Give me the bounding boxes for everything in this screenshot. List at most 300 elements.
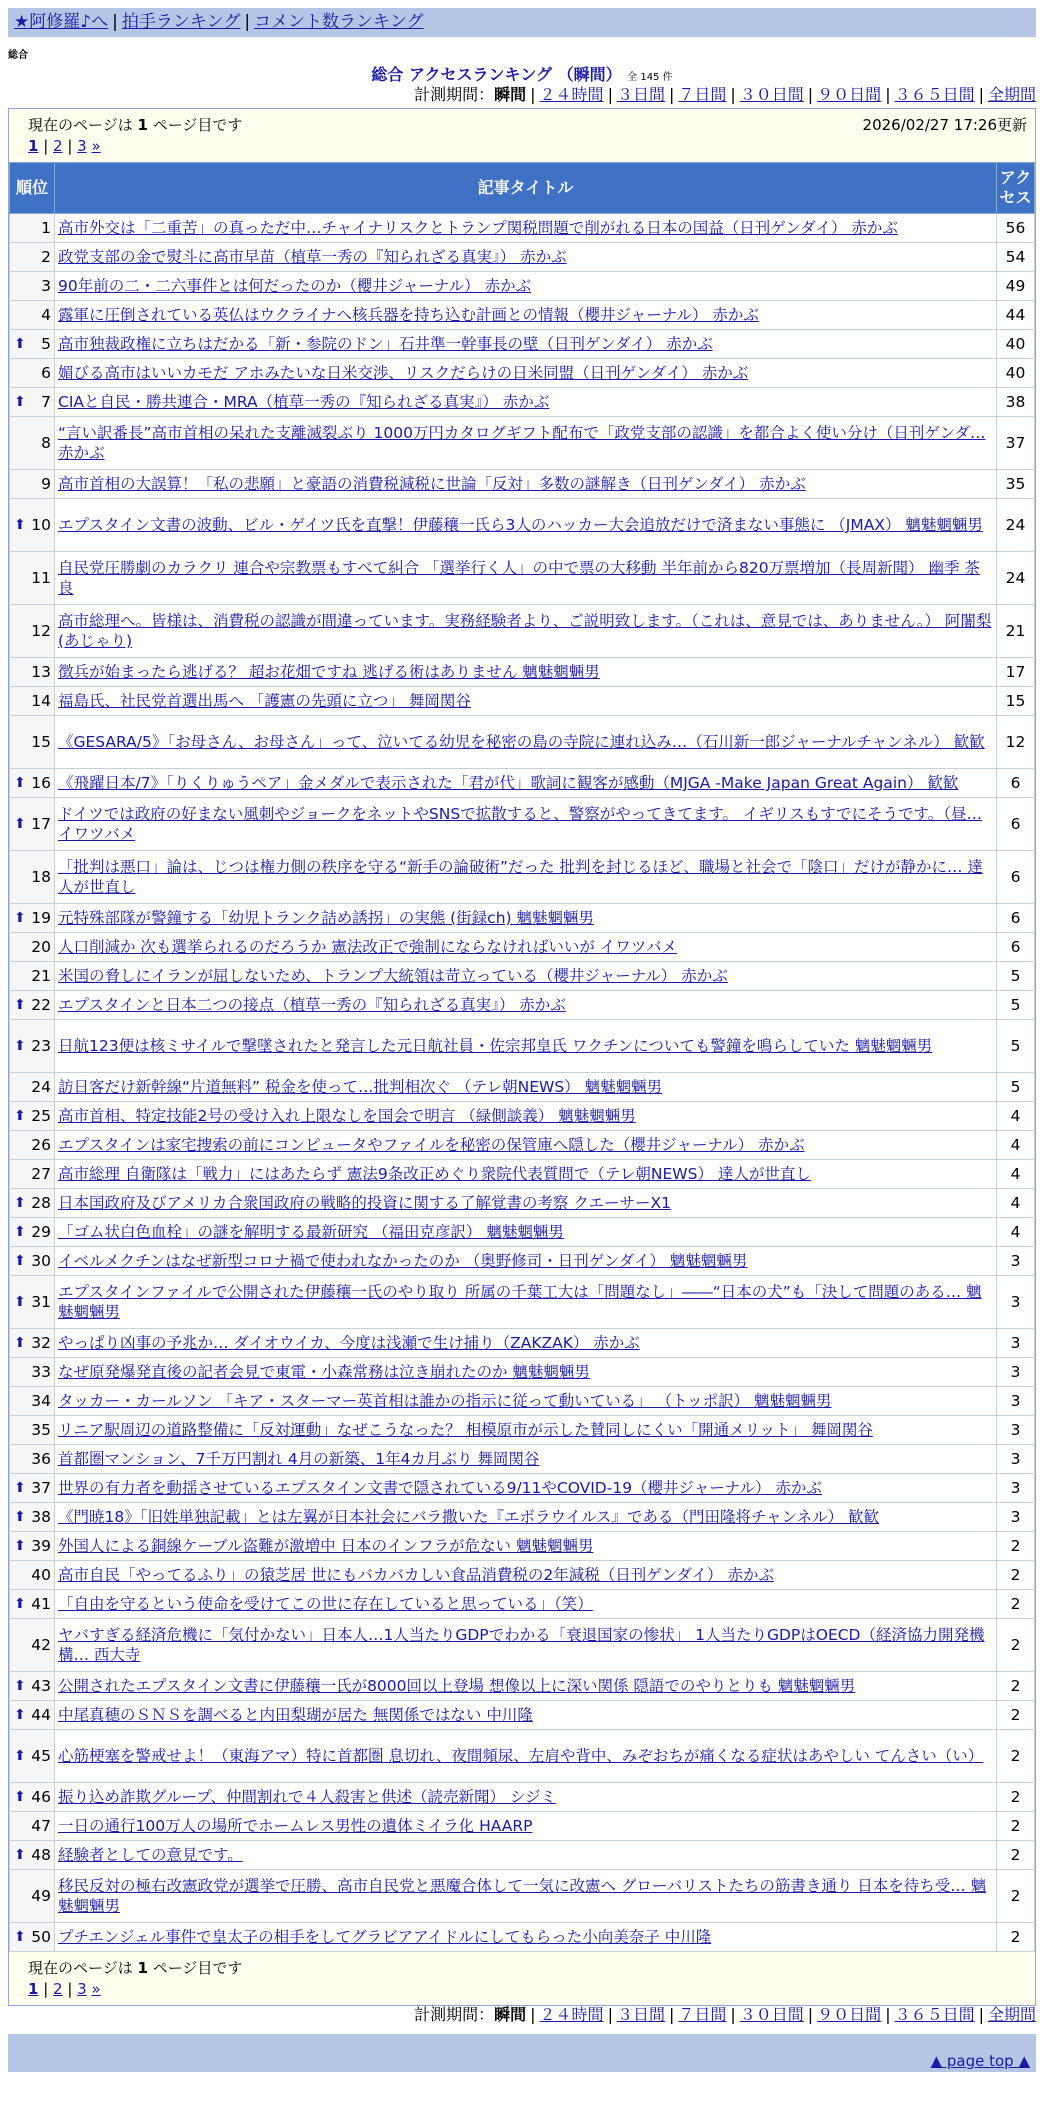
rank-cell xyxy=(10,359,55,388)
page-top-link[interactable]: ▲ page top ▲ xyxy=(930,2052,1030,2070)
access-count: 5 xyxy=(997,1020,1035,1073)
article-link[interactable]: 元特殊部隊が警鐘する「幼児トランク詰め誘拐」の実態 (街録ch) 魑魅魍魎男 xyxy=(58,909,594,927)
table-row xyxy=(10,214,1035,243)
title-cell xyxy=(55,851,997,904)
article-link[interactable]: 人口削減か 次も選挙られるのだろうか 憲法改正で強制にならなければいいが イワツバメ xyxy=(58,938,677,956)
article-link[interactable]: 高市総理 自衛隊は「戦力」にはあたらず 憲法9条改正めぐり衆院代表質問で（テレ朝NEWS） 達人が世直し xyxy=(58,1165,811,1183)
period-link[interactable]: ９０日間 xyxy=(817,85,882,104)
table-row xyxy=(10,272,1035,301)
rank-cell xyxy=(10,1783,55,1812)
rank-up-icon: ⬆ xyxy=(14,1678,26,1694)
rank-up-icon: ⬆ xyxy=(14,1195,26,1211)
rank-cell xyxy=(10,687,55,716)
access-count: 40 xyxy=(997,359,1035,388)
article-link[interactable]: ヤバすぎる経済危機に「気付かない」日本人…1人当たりGDPでわかる「衰退国家の惨状」 1人当たりGDPはOECD（経済協力開発機構… 西大寺 xyxy=(58,1626,985,1664)
rank-number: 39 xyxy=(31,1537,51,1555)
article-link[interactable]: 一日の通行100万人の場所でホームレス男性の遺体ミイラ化 HAARP xyxy=(58,1817,533,1835)
access-count: 2 xyxy=(997,1701,1035,1730)
table-row xyxy=(10,769,1035,798)
title-cell xyxy=(55,1247,997,1276)
article-link[interactable]: エプスタインと日本二つの接点（植草一秀の『知られざる真実』） 赤かぶ xyxy=(58,996,566,1014)
rank-number: 11 xyxy=(31,569,51,587)
title-cell xyxy=(55,1276,997,1329)
rank-cell xyxy=(10,1329,55,1358)
page-link-current[interactable]: 1 xyxy=(28,1980,39,1998)
rank-up-icon: ⬆ xyxy=(14,816,26,832)
article-link[interactable]: 高市首相、特定技能2号の受け入れ上限なしを国会で明言 （緑側談義） 魑魅魍魎男 xyxy=(58,1107,636,1125)
rank-number: 47 xyxy=(31,1817,51,1835)
rank-number: 24 xyxy=(31,1078,51,1096)
table-row xyxy=(10,301,1035,330)
rank-cell xyxy=(10,1730,55,1783)
period-link[interactable]: ３０日間 xyxy=(739,85,804,104)
period-selector-bottom xyxy=(414,2004,1036,2026)
rank-up-icon: ⬆ xyxy=(14,1538,26,1554)
period-link[interactable]: ３日間 xyxy=(616,2005,665,2024)
article-link[interactable]: 外国人による銅線ケーブル盗難が激増中 日本のインフラが危ない 魑魅魍魎男 xyxy=(58,1537,594,1555)
access-count: 6 xyxy=(997,769,1035,798)
title-cell xyxy=(55,904,997,933)
next-page-link[interactable]: » xyxy=(91,1980,101,1998)
access-count: 4 xyxy=(997,1131,1035,1160)
article-link[interactable]: イベルメクチンはなぜ新型コロナ禍で使われなかったのか （奥野修司・日刊ゲンダイ） 魑魅魍魎男 xyxy=(58,1252,748,1270)
article-link[interactable]: 徴兵が始まったら逃げる？ 超お花畑ですね 逃げる術はありません 魑魅魍魎男 xyxy=(58,663,600,681)
table-row xyxy=(10,851,1035,904)
article-link[interactable]: 《GESARA/5》「お母さん、お母さん」って、泣いてる幼児を秘密の島の寺院に連れ込み…（石川新一郎ジャーナルチャンネル） 歓歓 xyxy=(58,733,985,751)
rank-up-icon: ⬆ xyxy=(14,1253,26,1269)
period-link[interactable]: ２４時間 xyxy=(539,2005,604,2024)
table-row xyxy=(10,1870,1035,1923)
access-count: 4 xyxy=(997,1218,1035,1247)
page-info-bar-bottom xyxy=(9,1952,1035,2005)
period-separator: | xyxy=(668,2005,675,2024)
table-row xyxy=(10,1812,1035,1841)
table-row xyxy=(10,359,1035,388)
article-link[interactable]: やっぱり凶事の予兆か… ダイオウイカ、今度は浅瀬で生け捕り（ZAKZAK） 赤かぶ xyxy=(58,1334,640,1352)
access-count: 15 xyxy=(997,687,1035,716)
access-count: 2 xyxy=(997,1561,1035,1590)
rank-up-icon: ⬆ xyxy=(14,997,26,1013)
period-label: 計測期間： xyxy=(414,85,495,104)
period-link[interactable]: ３０日間 xyxy=(739,2005,804,2024)
title-cell xyxy=(55,1445,997,1474)
table-row xyxy=(10,658,1035,687)
rank-number: 14 xyxy=(31,692,51,710)
title-cell xyxy=(55,1503,997,1532)
article-link[interactable]: “言い訳番長”高市首相の呆れた支離滅裂ぶり 1000万円カタログギフト配布で「政党支部の認識」を都合よく使い分け（日刊ゲンダ… 赤かぶ xyxy=(58,424,986,462)
access-count: 3 xyxy=(997,1358,1035,1387)
access-count: 38 xyxy=(997,388,1035,417)
article-link[interactable]: 移民反対の極右改憲政党が選挙で圧勝、高市自民党と悪魔合体して一気に改憲へ グローバリストたちの筋書き通り 日本を待ち受… 魑魅魍魎男 xyxy=(58,1877,987,1915)
ranking-box xyxy=(8,108,1036,2006)
rank-up-icon: ⬆ xyxy=(14,1038,26,1054)
rank-cell xyxy=(10,1474,55,1503)
rank-number: 5 xyxy=(41,335,51,353)
table-row xyxy=(10,904,1035,933)
access-count: 12 xyxy=(997,716,1035,769)
table-row xyxy=(10,330,1035,359)
article-link[interactable]: 世界の有力者を動揺させているエプスタイン文書で隠されている9/11やCOVID-19（櫻井ジャーナル） 赤かぶ xyxy=(58,1479,822,1497)
title-cell xyxy=(55,933,997,962)
title-cell xyxy=(55,1672,997,1701)
article-link[interactable]: ドイツでは政府の好まない風刺やジョークをネットやSNSで拡散すると、警察がやってきてます。 イギリスもすでにそうです。（昼… イワツバメ xyxy=(58,805,983,843)
table-row xyxy=(10,499,1035,552)
rank-cell xyxy=(10,605,55,658)
period-selector-top xyxy=(414,84,1036,106)
rank-number: 48 xyxy=(31,1846,51,1864)
period-link[interactable]: ２４時間 xyxy=(539,85,604,104)
rank-number: 18 xyxy=(31,868,51,886)
pagination-bottom xyxy=(28,1980,101,1998)
period-link[interactable]: ７日間 xyxy=(678,85,727,104)
access-count: 4 xyxy=(997,1189,1035,1218)
access-count: 21 xyxy=(997,605,1035,658)
access-count: 3 xyxy=(997,1329,1035,1358)
access-count: 6 xyxy=(997,798,1035,851)
access-count: 4 xyxy=(997,1160,1035,1189)
article-link[interactable]: プチエンジェル事件で皇太子の相手をしてグラビアアイドルにしてもらった小向美奈子 中川隆 xyxy=(58,1928,712,1946)
rank-number: 2 xyxy=(41,248,51,266)
article-link[interactable]: エプスタインは家宅捜索の前にコンピュータやファイルを秘密の保管庫へ隠した（櫻井ジャーナル） 赤かぶ xyxy=(58,1136,805,1154)
title-cell xyxy=(55,1102,997,1131)
access-count: 3 xyxy=(997,1416,1035,1445)
rank-number: 50 xyxy=(31,1928,51,1946)
table-row xyxy=(10,1672,1035,1701)
access-count: 37 xyxy=(997,417,1035,470)
table-row xyxy=(10,1730,1035,1783)
title-cell xyxy=(55,552,997,605)
rank-cell xyxy=(10,1247,55,1276)
table-row xyxy=(10,470,1035,499)
rank-number: 10 xyxy=(31,516,51,534)
article-link[interactable]: 「自由を守るという使命を受けてこの世に存在していると思っている」（笑） xyxy=(58,1595,593,1613)
pagination-top xyxy=(28,137,101,155)
article-link[interactable]: 《門暁18》「旧姓単独記載」とは左翼が日本社会にバラ撒いた『エボラウイルス』である（門田隆将チャンネル） 歓歓 xyxy=(58,1508,880,1526)
title-cell xyxy=(55,417,997,470)
article-link[interactable]: 日航123便は核ミサイルで撃墜されたと発言した元日航社員・佐宗邦皇氏 ワクチンについても警鐘を鳴らしていた 魑魅魍魎男 xyxy=(58,1037,933,1055)
rank-number: 34 xyxy=(31,1392,51,1410)
rank-up-icon: ⬆ xyxy=(14,1335,26,1351)
rank-cell xyxy=(10,214,55,243)
title-cell xyxy=(55,1160,997,1189)
page-link[interactable]: 2 xyxy=(53,1980,63,1998)
rank-cell xyxy=(10,301,55,330)
rank-number: 15 xyxy=(31,733,51,751)
article-link[interactable]: 《飛躍日本/7》「りくりゅうペア」金メダルで表示された「君が代」歌詞に観客が感動（MJGA -Make Japan Great Again） 歓歓 xyxy=(58,774,959,792)
table-row xyxy=(10,388,1035,417)
article-link[interactable]: 公開されたエプスタイン文書に伊藤穰一氏が8000回以上登場 想像以上に深い関係 隠語でのやりとりも 魑魅魍魎男 xyxy=(58,1677,856,1695)
rank-cell xyxy=(10,1189,55,1218)
table-row xyxy=(10,1073,1035,1102)
clap-ranking-link[interactable]: 拍手ランキング xyxy=(121,12,241,32)
rank-number: 9 xyxy=(41,475,51,493)
rank-number: 45 xyxy=(31,1747,51,1765)
period-separator: | xyxy=(530,2005,536,2024)
title-cell xyxy=(55,687,997,716)
page-link[interactable]: 3 xyxy=(77,1980,87,1998)
rank-up-icon: ⬆ xyxy=(14,1596,26,1612)
rank-cell xyxy=(10,904,55,933)
rank-cell xyxy=(10,658,55,687)
access-count: 3 xyxy=(997,1387,1035,1416)
title-cell xyxy=(55,1619,997,1672)
period-link[interactable]: ３６５日間 xyxy=(894,2005,975,2024)
rank-number: 28 xyxy=(31,1194,51,1212)
rank-number: 25 xyxy=(31,1107,51,1125)
rank-number: 38 xyxy=(31,1508,51,1526)
table-row xyxy=(10,1387,1035,1416)
rank-number: 27 xyxy=(31,1165,51,1183)
top-nav-bar xyxy=(8,8,1036,37)
article-link[interactable]: エプスタインファイルで公開された伊藤穰一氏のやり取り 所属の千葉工大は「問題なし」――“日本の犬”も「決して問題のある… 魑魅魍魎男 xyxy=(58,1283,982,1321)
access-count: 49 xyxy=(997,272,1035,301)
title-cell xyxy=(55,301,997,330)
rank-number: 36 xyxy=(31,1450,51,1468)
rank-cell xyxy=(10,272,55,301)
rank-cell xyxy=(10,716,55,769)
page-link-current[interactable]: 1 xyxy=(28,137,39,155)
access-count: 3 xyxy=(997,1276,1035,1329)
nav-separator: | xyxy=(244,12,251,32)
rank-number: 3 xyxy=(41,277,51,295)
article-link[interactable]: 米国の脅しにイランが屈しないため、トランプ大統領は苛立っている（櫻井ジャーナル） 赤かぶ xyxy=(58,967,728,985)
rank-number: 13 xyxy=(31,663,51,681)
rank-number: 22 xyxy=(31,996,51,1014)
table-row xyxy=(10,962,1035,991)
table-row xyxy=(10,716,1035,769)
table-row xyxy=(10,798,1035,851)
title-cell xyxy=(55,716,997,769)
access-count: 2 xyxy=(997,1783,1035,1812)
table-row xyxy=(10,1561,1035,1590)
table-row xyxy=(10,1020,1035,1073)
rank-number: 37 xyxy=(31,1479,51,1497)
table-row xyxy=(10,1532,1035,1561)
rank-cell xyxy=(10,1387,55,1416)
access-count: 2 xyxy=(997,1841,1035,1870)
rank-up-icon: ⬆ xyxy=(14,1748,26,1764)
table-row xyxy=(10,933,1035,962)
rank-cell xyxy=(10,1590,55,1619)
page-separator: | xyxy=(62,137,78,155)
article-link[interactable]: 訪日客だけ新幹線“片道無料” 税金を使って…批判相次ぐ （テレ朝NEWS） 魑魅魍魎男 xyxy=(58,1078,663,1096)
page-separator: | xyxy=(62,1980,78,1998)
rank-number: 17 xyxy=(31,815,51,833)
rank-cell xyxy=(10,1073,55,1102)
period-link[interactable]: ７日間 xyxy=(678,2005,727,2024)
rank-up-icon: ⬆ xyxy=(14,1509,26,1525)
page-info: 現在のページは 1 ページ目です xyxy=(28,1959,243,1977)
ranking-title: 総合 アクセスランキング （瞬間） xyxy=(371,65,622,84)
period-current: 瞬間 xyxy=(494,2005,527,2024)
article-link[interactable]: 首都圏マンション、7千万円割れ 4月の新築、1年4カ月ぶり 舞岡関谷 xyxy=(58,1450,540,1468)
rank-cell xyxy=(10,798,55,851)
title-cell xyxy=(55,1590,997,1619)
article-link[interactable]: 高市外交は「二重苦」の真っただ中…チャイナリスクとトランプ関税問題で削がれる日本の国益（日刊ゲンダイ） 赤かぶ xyxy=(58,219,898,237)
article-link[interactable]: 政党支部の金で熨斗に高市早苗（植草一秀の『知られざる真実』） 赤かぶ xyxy=(58,248,567,266)
table-row xyxy=(10,1218,1035,1247)
article-link[interactable]: 媚びる高市はいいカモだ アホみたいな日米交渉、リスクだらけの日米同盟（日刊ゲンダイ） 赤かぶ xyxy=(58,364,749,382)
access-header: アクセス xyxy=(997,163,1035,214)
access-count: 2 xyxy=(997,1812,1035,1841)
table-row xyxy=(10,1783,1035,1812)
period-link[interactable]: ３６５日間 xyxy=(894,85,975,104)
article-link[interactable]: 経験者としての意見です。 xyxy=(58,1846,243,1864)
access-count: 2 xyxy=(997,1619,1035,1672)
table-header xyxy=(10,163,1035,214)
title-cell xyxy=(55,1783,997,1812)
access-count: 6 xyxy=(997,851,1035,904)
title-cell xyxy=(55,1131,997,1160)
rank-up-icon: ⬆ xyxy=(14,1847,26,1863)
rank-up-icon: ⬆ xyxy=(14,1789,26,1805)
title-cell xyxy=(55,1701,997,1730)
period-link[interactable]: ９０日間 xyxy=(817,2005,882,2024)
updated-timestamp: 2026/02/27 17:26更新 xyxy=(862,116,1027,134)
article-link[interactable]: 日本国政府及びアメリカ合衆国政府の戦略的投資に関する了解覚書の考察 クエーサーX1 xyxy=(58,1194,672,1212)
home-link[interactable]: ★阿修羅♪へ xyxy=(14,12,109,32)
article-link[interactable]: 福島氏、社民党首選出馬へ 「護憲の先頭に立つ」 舞岡関谷 xyxy=(58,692,471,710)
article-link[interactable]: 高市総理へ。皆様は、消費税の認識が間違っています。実務経験者より、ご説明致します。（これは、意見では、ありません。） 阿闍梨(あじゃり) xyxy=(58,612,992,650)
rank-cell xyxy=(10,1619,55,1672)
nav-separator: | xyxy=(112,12,118,32)
rank-number: 16 xyxy=(31,774,51,792)
rank-number: 7 xyxy=(41,393,51,411)
rank-cell xyxy=(10,470,55,499)
rank-cell xyxy=(10,1672,55,1701)
access-count: 44 xyxy=(997,301,1035,330)
period-separator: | xyxy=(807,2005,814,2024)
article-link[interactable]: 「ゴム状白色血栓」の謎を解明する最新研究 （福田克彦訳） 魑魅魍魎男 xyxy=(58,1223,564,1241)
period-separator: | xyxy=(885,2005,891,2024)
table-row xyxy=(10,1474,1035,1503)
rank-cell xyxy=(10,388,55,417)
rank-number: 8 xyxy=(41,434,51,452)
access-count: 4 xyxy=(997,1102,1035,1131)
article-link[interactable]: なぜ原発爆発直後の記者会見で東電・小森常務は泣き崩れたのか 魑魅魍魎男 xyxy=(58,1363,590,1381)
next-page-link[interactable]: » xyxy=(91,137,101,155)
rank-header: 順位 xyxy=(10,163,55,214)
rank-number: 40 xyxy=(31,1566,51,1584)
rank-cell xyxy=(10,962,55,991)
page-link[interactable]: 2 xyxy=(53,137,63,155)
title-cell xyxy=(55,1532,997,1561)
rank-up-icon: ⬆ xyxy=(14,1108,26,1124)
rank-up-icon: ⬆ xyxy=(14,910,26,926)
rank-number: 4 xyxy=(41,306,51,324)
rank-cell xyxy=(10,499,55,552)
access-count: 35 xyxy=(997,470,1035,499)
article-link[interactable]: 心筋梗塞を警戒せよ！（東海アマ）特に首都圏 息切れ、夜間頻尿、左肩や背中、みぞおちが痛くなる症状はあやしい てんさい（い） xyxy=(58,1747,984,1765)
period-link[interactable]: 全期間 xyxy=(987,85,1036,104)
rank-cell xyxy=(10,1561,55,1590)
article-link[interactable]: 「批判は悪口」論は、じつは権力側の秩序を守る“新手の論破術”だった 批判を封じるほど、職場と社会で「陰口」だけが静かに… 達人が世直し xyxy=(58,858,983,896)
title-cell xyxy=(55,1329,997,1358)
article-link[interactable]: 露軍に圧倒されている英仏はウクライナへ核兵器を持ち込む計画との情報（櫻井ジャーナル） 赤かぶ xyxy=(58,306,759,324)
rank-up-icon: ⬆ xyxy=(14,1707,26,1723)
article-link[interactable]: 自民党圧勝劇のカラクリ 連合や宗教票もすべて糾合 「選挙行く人」の中で票の大移動 半年前から820万票増加（長周新聞） 幽季 茶良 xyxy=(58,559,980,597)
article-link[interactable]: エプスタイン文書の波動、ビル・ゲイツ氏を直撃！伊藤穰一氏ら3人のハッカー大会追放だけで済まない事態に （JMAX） 魑魅魍魎男 xyxy=(58,516,983,534)
title-cell xyxy=(55,214,997,243)
category-label: 総合 xyxy=(8,50,28,61)
rank-number: 31 xyxy=(31,1293,51,1311)
table-row xyxy=(10,552,1035,605)
period-current: 瞬間 xyxy=(494,85,527,104)
period-link[interactable]: 全期間 xyxy=(987,2005,1036,2024)
rank-cell xyxy=(10,1503,55,1532)
rank-up-icon: ⬆ xyxy=(14,517,26,533)
article-link[interactable]: 高市自民「やってるふり」の猿芝居 世にもバカバカしい食品消費税の2年減税（日刊ゲンダイ） 赤かぶ xyxy=(58,1566,774,1584)
title-cell xyxy=(55,359,997,388)
table-row xyxy=(10,687,1035,716)
rank-cell xyxy=(10,1102,55,1131)
rank-cell xyxy=(10,1532,55,1561)
access-count: 5 xyxy=(997,1073,1035,1102)
table-row xyxy=(10,991,1035,1020)
table-row xyxy=(10,243,1035,272)
rank-number: 30 xyxy=(31,1252,51,1270)
rank-cell xyxy=(10,1812,55,1841)
article-link[interactable]: リニア駅周辺の道路整備に「反対運動」なぜこうなった？ 相模原市が示した賛同しにくい「開通メリット」 舞岡関谷 xyxy=(58,1421,873,1439)
rank-number: 19 xyxy=(31,909,51,927)
title-cell xyxy=(55,1189,997,1218)
table-row xyxy=(10,417,1035,470)
table-row xyxy=(10,605,1035,658)
period-separator: | xyxy=(730,2005,736,2024)
page-link[interactable]: 3 xyxy=(77,137,87,155)
article-link[interactable]: 高市独裁政権に立ちはだかる「新・参院のドン」石井準一幹事長の壁（日刊ゲンダイ） 赤かぶ xyxy=(58,335,713,353)
article-link[interactable]: タッカー・カールソン 「キア・スターマー英首相は誰かの指示に従って動いている」 （トッポ訳） 魑魅魍魎男 xyxy=(58,1392,832,1410)
period-separator: | xyxy=(607,2005,613,2024)
rank-up-icon: ⬆ xyxy=(14,336,26,352)
rank-cell xyxy=(10,1870,55,1923)
title-cell xyxy=(55,1841,997,1870)
access-count: 6 xyxy=(997,904,1035,933)
article-link[interactable]: 振り込め詐欺グループ、仲間割れで４人殺害と供述（読売新聞） シジミ xyxy=(58,1788,557,1806)
rank-cell xyxy=(10,552,55,605)
title-cell xyxy=(55,1923,997,1952)
article-link[interactable]: 高市首相の大誤算！「私の悲願」と豪語の消費税減税に世論「反対」多数の謎解き（日刊ゲンダイ） 赤かぶ xyxy=(58,475,806,493)
rank-number: 6 xyxy=(41,364,51,382)
title-cell xyxy=(55,243,997,272)
article-link[interactable]: 90年前の二・二六事件とは何だったのか（櫻井ジャーナル） 赤かぶ xyxy=(58,277,532,295)
rank-number: 46 xyxy=(31,1788,51,1806)
title-cell xyxy=(55,769,997,798)
title-cell xyxy=(55,991,997,1020)
period-link[interactable]: ３日間 xyxy=(616,85,665,104)
rank-number: 29 xyxy=(31,1223,51,1241)
access-count: 2 xyxy=(997,1870,1035,1923)
title-cell xyxy=(55,330,997,359)
period-separator: | xyxy=(978,2005,984,2024)
article-link[interactable]: 中尾真穂のＳＮＳを調べると内田梨瑚が居た 無関係ではない 中川隆 xyxy=(58,1706,533,1724)
rank-cell xyxy=(10,243,55,272)
table-row xyxy=(10,1276,1035,1329)
access-count: 2 xyxy=(997,1532,1035,1561)
access-count: 2 xyxy=(997,1672,1035,1701)
access-count: 6 xyxy=(997,933,1035,962)
comment-ranking-link[interactable]: コメント数ランキング xyxy=(254,12,424,32)
article-link[interactable]: CIAと自民・勝共連合・MRA（植草一秀の『知られざる真実』） 赤かぶ xyxy=(58,393,550,411)
table-row xyxy=(10,1503,1035,1532)
page-info-bar-top xyxy=(9,109,1035,162)
rank-up-icon: ⬆ xyxy=(14,1480,26,1496)
table-row xyxy=(10,1841,1035,1870)
table-row xyxy=(10,1701,1035,1730)
rank-cell xyxy=(10,1358,55,1387)
access-count: 3 xyxy=(997,1247,1035,1276)
table-row xyxy=(10,1329,1035,1358)
